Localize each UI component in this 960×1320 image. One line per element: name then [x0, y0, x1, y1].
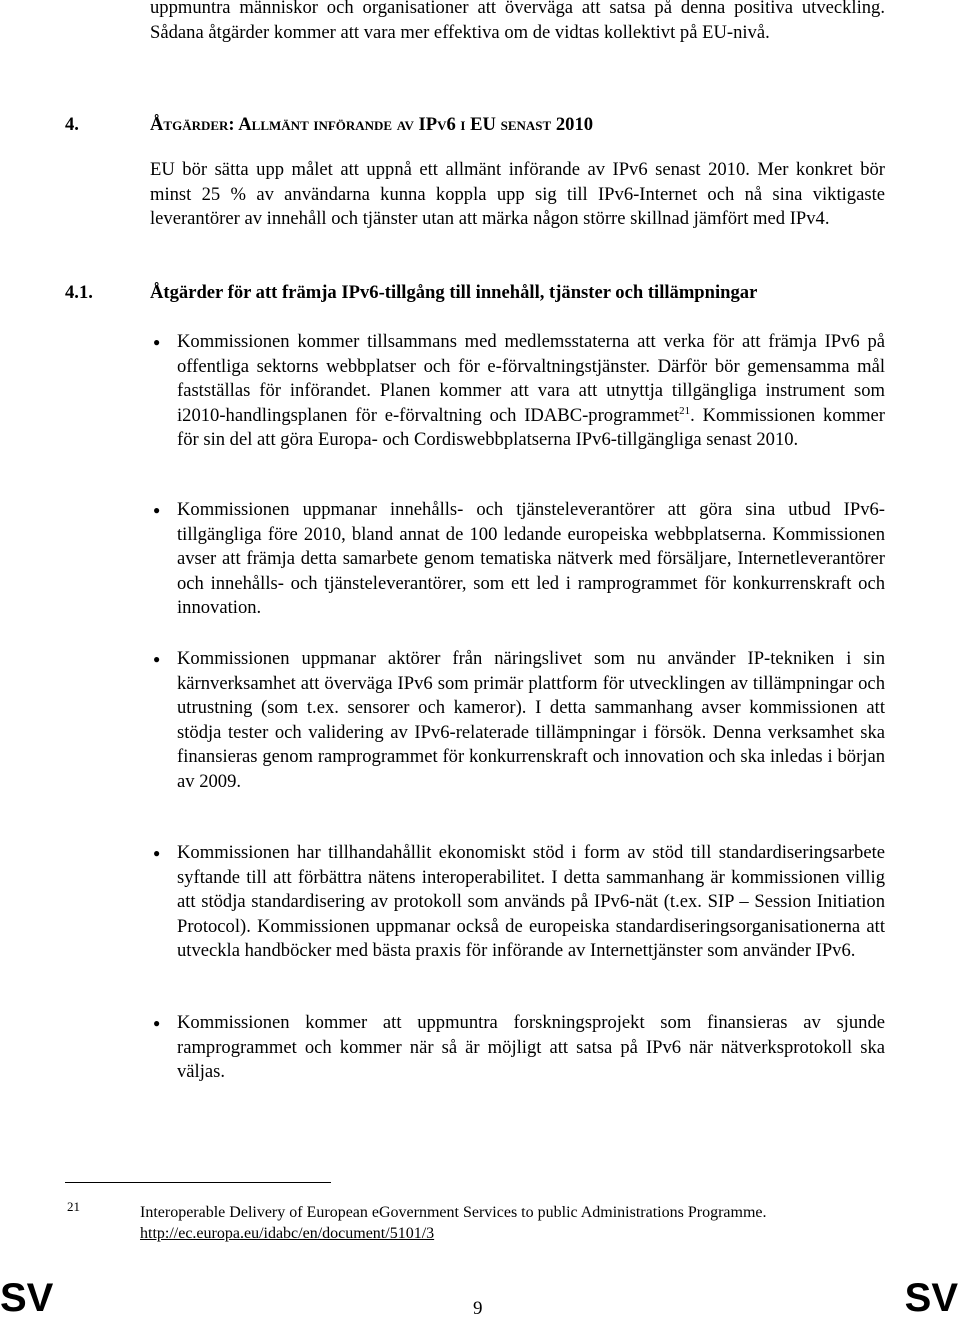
list-item: Kommissionen har tillhandahållit ekonomiskt stöd i form av stöd till standardiseringsarbete syftande till att förbättra nätens interoperabilitet. I detta sammanhang är kommissionen villig att stödja standardisering av protokoll som används på IPv6-nät (t.ex. SIP – Session Initiation Protocol). Kommissionen uppmanar också de europeiska standardiseringsorganisationerna att utveckla handböcker med bästa praxis för införande av Internettjänster som använder IPv6. — [177, 842, 885, 961]
language-code-left: SV — [0, 1276, 54, 1320]
footnote-reference[interactable]: 21 — [679, 404, 691, 417]
list-item: Kommissionen kommer att uppmuntra forskningsprojekt som finansieras av sjunde ramprogrammet och kommer när så är möjligt att satsa på IPv6 när nätverksprotokoll ska väljas. — [177, 1012, 885, 1082]
footnote-number: 21 — [67, 1199, 80, 1214]
list-item: Kommissionen uppmanar aktörer från näringslivet som nu använder IP-tekniken i sin kärnverksamhet att överväga IPv6 som primär plattform för utvecklingen av tillämpningar och utrustning (som t.ex. sensorer och kameror). I detta sammanhang avser kommissionen att stödja tester och validering av IPv6-relaterade tillämpningar i försök. Denna verksamhet ska finansieras genom ramprogrammet för konkurrenskraft och innovation och ska inledas i början av 2009. — [177, 648, 885, 792]
section-4-1-title: Åtgärder för att främja IPv6-tillgång till innehåll, tjänster och tillämpningar — [150, 282, 758, 303]
footnote-separator — [65, 1182, 331, 1183]
section-4-title: Åtgärder: Allmänt införande av IPv6 i EU senast 2010 — [150, 114, 594, 135]
section-4-paragraph: EU bör sätta upp målet att uppnå ett allmänt införande av IPv6 senast 2010. Mer konkret bör minst 25 % av användarna kunna koppla upp sig till IPv6-Internet och nå sina viktigaste leverantörer av innehåll och tjänster utan att märka någon större skillnad jämfört med IPv4. — [150, 159, 885, 229]
bullet-marker: ● — [153, 1016, 161, 1030]
footnote-link[interactable]: http://ec.europa.eu/idabc/en/document/5101/3 — [140, 1224, 435, 1242]
section-4-number: 4. — [65, 114, 79, 135]
list-item-text: Kommissionen kommer tillsammans med medlemsstaterna att verka för att främja IPv6 på offentliga sektorns webbplatser och för e-förvaltningstjänster. Därför bör gemensamma mål fastställas för införandet. Planen kommer att vara att utnyttja tillgängliga instrument som i2010-handlingsplanen för e-förvaltning och IDABC-programmet — [177, 331, 885, 426]
bullet-marker: ● — [153, 335, 161, 349]
footnote — [140, 1203, 886, 1244]
list-item-text-continued: . Kommissionen kommer för sin del att göra Europa- och Cordiswebbplatserna IPv6-tillgängliga senast 2010. — [177, 404, 886, 450]
bullet-marker: ● — [153, 652, 161, 666]
bullet-marker: ● — [153, 503, 161, 517]
page-number: 9 — [473, 1298, 483, 1319]
list-item — [177, 330, 885, 453]
footnote-text: Interoperable Delivery of European eGovernment Services to public Administrations Programme. — [140, 1204, 767, 1221]
language-code-right: SV — [904, 1276, 958, 1320]
list-item: Kommissionen uppmanar innehålls- och tjänsteleverantörer att göra sina utbud IPv6-tillgängliga före 2010, bland annat de 100 ledande europeiska webbplatserna. Kommissionen avser att främja detta samarbete genom tematiska nätverk med försäljare, Internetleverantörer och innehålls- och tjänsteleverantörer, som ett led i ramprogrammet för konkurrenskraft och innovation. — [177, 499, 885, 618]
section-4-1-number: 4.1. — [65, 282, 93, 303]
bullet-marker: ● — [153, 846, 161, 860]
intro-paragraph: uppmuntra människor och organisationer att överväga att satsa på denna positiva utveckling. Sådana åtgärder kommer att vara mer effektiva om de vidtas kollektivt på EU-nivå. — [150, 0, 885, 43]
